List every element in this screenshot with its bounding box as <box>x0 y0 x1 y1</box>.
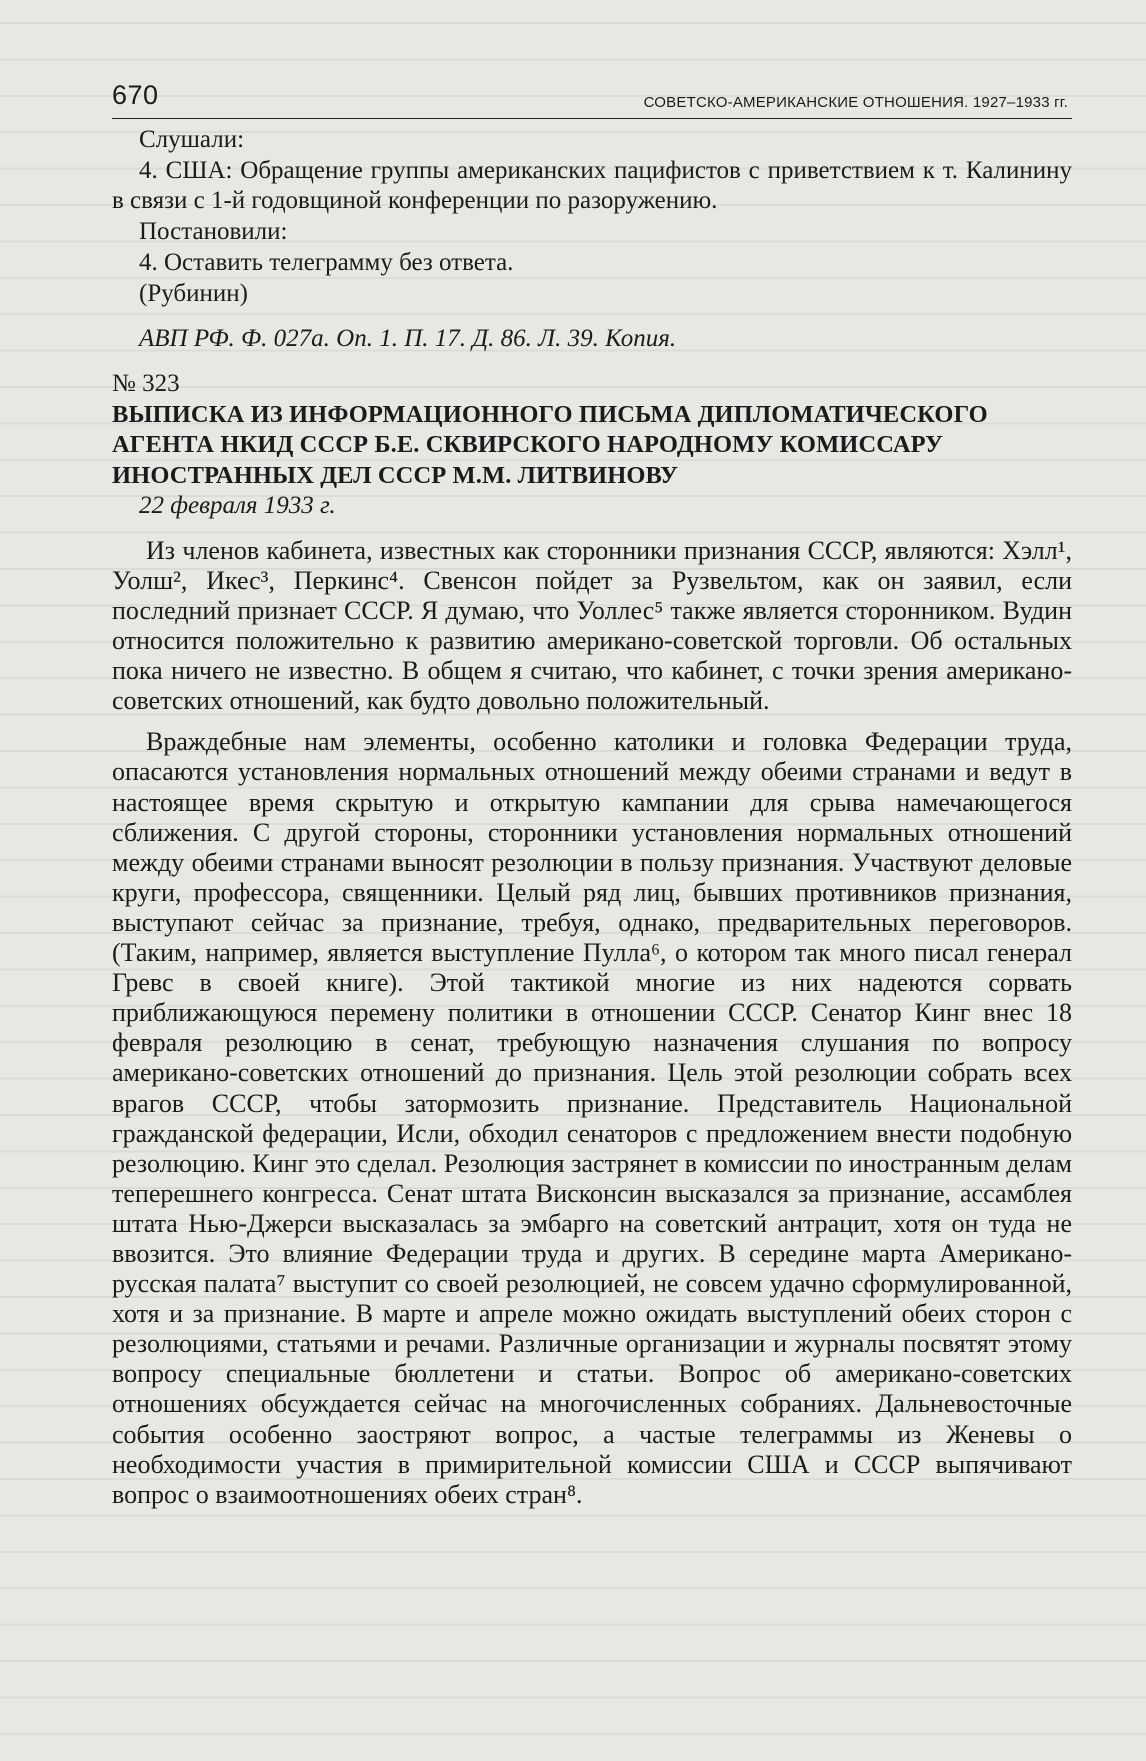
letter-text <box>112 536 1072 1510</box>
page-number: 670 <box>112 80 159 110</box>
archive-reference: АВП РФ. Ф. 027а. Оп. 1. П. 17. Д. 86. Л. 39. Копия. <box>139 325 677 353</box>
document-date: 22 февраля 1933 г. <box>139 492 336 520</box>
resolved-label: Постановили: <box>139 218 288 246</box>
resolved-item: 4. Оставить телеграмму без ответа. <box>139 248 514 276</box>
document-number: № 323 <box>112 369 180 397</box>
heard-item: 4. США: Обращение группы американских пацифистов с приветствием к т. Калинину в связи с 1-й годовщиной конференции по разоружению. <box>112 156 1072 215</box>
letter-paragraph-1: Из членов кабинета, известных как сторонники признания СССР, являются: Хэлл¹, Уолш², Икес³, Перкинс⁴. Свенсон пойдет за Рузвельтом, как он заявил, если последний признает СССР. Я думаю, что Уоллес⁵ также является сторонником. Вудин относится положительно к развитию американо-советской торговли. Об остальных пока ничего не известно. В общем я считаю, что кабинет, с точки зрения американо-советских отношений, как будто довольно положительный. <box>112 535 1072 716</box>
document-title: ВЫПИСКА ИЗ ИНФОРМАЦИОННОГО ПИСЬМА ДИПЛОМАТИЧЕСКОГО АГЕНТА НКИД СССР Б.Е. СКВИРСКОГО НАРОДНОМУ КОМИССАРУ ИНОСТРАННЫХ ДЕЛ СССР М.М. ЛИТВИНОВУ <box>112 400 988 489</box>
minutes-section <box>112 125 1072 309</box>
book-page <box>112 80 1072 1510</box>
signature: (Рубинин) <box>139 279 248 307</box>
running-title: СОВЕТСКО-АМЕРИКАНСКИЕ ОТНОШЕНИЯ. 1927–1933 гг. <box>643 94 1068 111</box>
page-body <box>112 125 1072 1510</box>
letter-paragraph-2: Враждебные нам элементы, особенно католики и головка Федерации труда, опасаются установления нормальных отношений между обеими странами и ведут в настоящее время скрытую и открытую кампании для срыва намечающегося сближения. С другой стороны, сторонники установления нормальных отношений между обеими странами выносят резолюции в пользу признания. Участвуют деловые круги, профессора, священники. Целый ряд лиц, бывших противников признания, выступают сейчас за признание, требуя, однако, предварительных переговоров. (Таким, например, является выступление Пулла⁶, о котором так много писал генерал Гревс в своей книге). Этой тактикой многие из них надеются сорвать приближающуюся перемену политики в отношении СССР. Сенатор Кинг внес 18 февраля резолюцию в сенат, требующую назначения слушания по вопросу американо-советских отношений до признания. Цель этой резолюции собрать всех врагов СССР, чтобы затормозить признание. Представитель Национальной гражданской федерации, Исли, обходил сенаторов с предложением внести подобную резолюцию. Кинг это сделал. Резолюция застрянет в комиссии по иностранным делам теперешнего конгресса. Сенат штата Висконсин высказался за признание, ассамблея штата Нью-Джерси высказалась за эмбарго на советский антрацит, хотя он туда не ввозится. Это влияние Федерации труда и других. В середине марта Американо-русская палата⁷ выступит со своей резолюцией, не совсем удачно сформулированной, хотя и за признание. В марте и апреле можно ожидать выступлений обеих сторон с резолюциями, статьями и речами. Различные организации и журналы посвятят этому вопросу специальные бюллетени и статьи. Вопрос об американо-советских отношениях обсуждается сейчас на многочисленных собраниях. Дальневосточные события особенно заостряют вопрос, а частые телеграммы из Женевы о необходимости участия в примирительной комиссии США и СССР выпячивают вопрос о взаимоотношениях обеих стран⁸. <box>112 727 1072 1509</box>
page-header <box>112 80 1072 119</box>
heard-label: Слушали: <box>139 126 245 153</box>
